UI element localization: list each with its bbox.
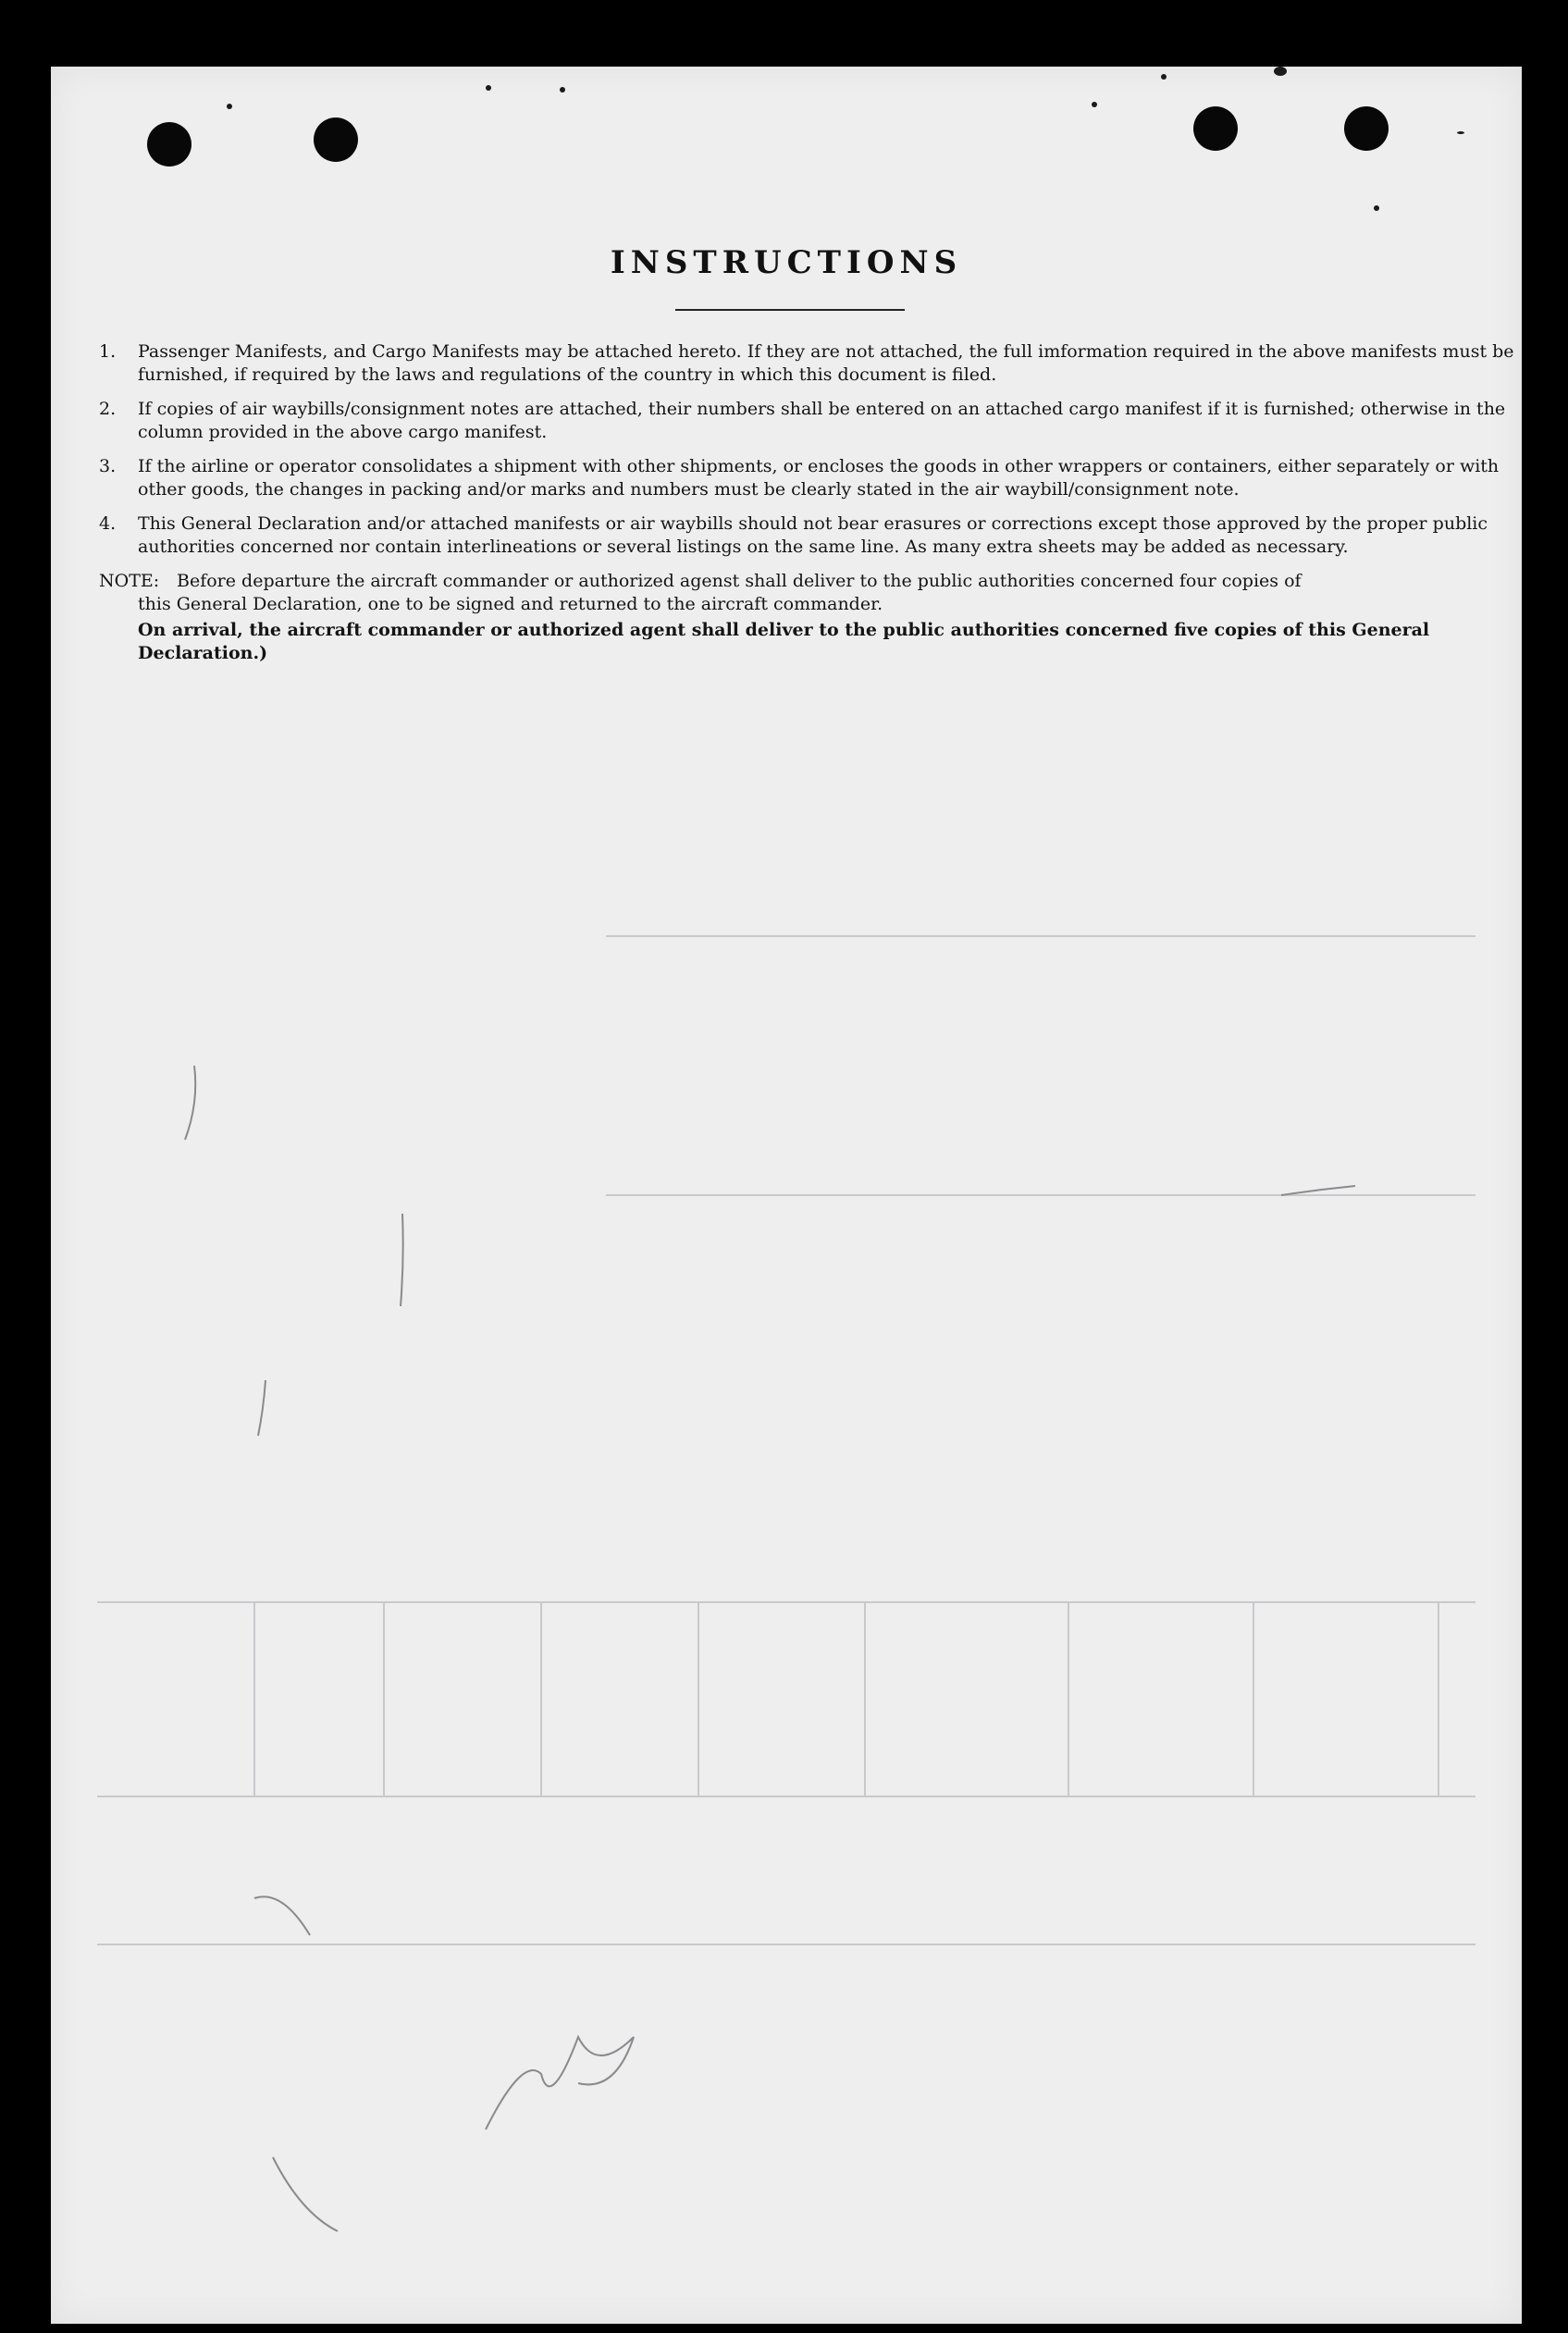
note-label: NOTE: (99, 571, 160, 591)
list-item (99, 398, 1522, 443)
item-text: Passenger Manifests, and Cargo Manifests may be attached hereto. If they are not attached, the full imformation required in the above manifests must be furnished, if required by the laws and regulations of the country in which this document is filed. (138, 341, 1514, 385)
list-item (99, 512, 1522, 558)
item-number: 3. (99, 456, 117, 476)
ink-speck (227, 104, 232, 109)
instructions-list (99, 340, 1522, 664)
punch-hole (1344, 106, 1389, 151)
ink-speck (1161, 74, 1167, 80)
document-page (51, 67, 1522, 2324)
title-underline (675, 309, 905, 311)
note-departure-text: Before departure the aircraft commander or authorized agenst shall deliver to the public authorities concerned four copies of (177, 571, 1302, 591)
note-departure (99, 570, 1522, 593)
ink-speck (486, 85, 491, 91)
ink-speck (560, 87, 565, 93)
list-item (99, 340, 1522, 386)
page-title: INSTRUCTIONS (610, 244, 963, 281)
item-text: This General Declaration and/or attached manifests or air waybills should not bear erasures or corrections except those approved by the proper public authorities concerned nor contain interlineations or several listings on the same line. As many extra sheets may be added as necessary. (138, 513, 1488, 557)
ink-speck (1092, 102, 1097, 107)
item-number: 2. (99, 399, 117, 419)
punch-hole (314, 117, 358, 162)
note-block (99, 570, 1522, 664)
note-arrival-text: On arrival, the aircraft commander or authorized agent shall deliver to the public authorities concerned five copies of this General Declaration.) (138, 620, 1430, 663)
item-number: 4. (99, 513, 117, 534)
item-text: If copies of air waybills/consignment notes are attached, their numbers shall be entered on an attached cargo manifest if it is furnished; otherwise in the column provided in the above cargo manifest. (138, 399, 1506, 442)
punch-hole (1193, 106, 1238, 151)
item-text: If the airline or operator consolidates a shipment with other shipments, or encloses the goods in other wrappers or containers, either separately or with other goods, the changes in packing and/or marks and numbers must be clearly stated in the air waybill/consignment note. (138, 456, 1500, 500)
item-number: 1. (99, 341, 117, 362)
ink-speck (1274, 67, 1287, 76)
ink-speck (1457, 131, 1464, 134)
note-departure-continued: this General Declaration, one to be signed and returned to the aircraft commander. (138, 593, 883, 614)
ink-speck (1374, 205, 1379, 211)
list-item (99, 455, 1522, 500)
punch-hole (147, 122, 191, 167)
